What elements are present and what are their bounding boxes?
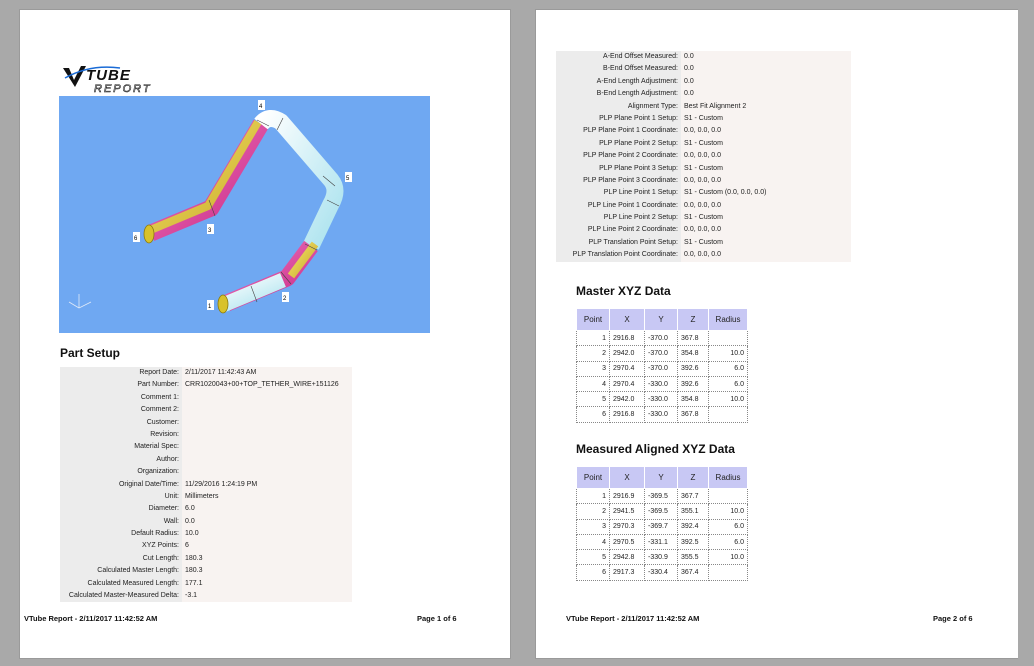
kv-value: 0.0 (681, 76, 851, 88)
cell-z: 367.7 (678, 489, 709, 504)
kv-row (556, 175, 851, 187)
kv-value (182, 404, 352, 416)
table-row (577, 504, 748, 519)
kv-value (182, 441, 352, 453)
kv-row (60, 479, 352, 491)
kv-key: PLP Plane Point 2 Coordinate: (556, 150, 681, 162)
kv-value (182, 466, 352, 478)
cell-point: 2 (577, 504, 610, 519)
cell-y: -330.4 (645, 565, 678, 580)
table-row (577, 376, 748, 391)
kv-value: S1 - Custom (681, 237, 851, 249)
kv-value: 0.0, 0.0, 0.0 (681, 175, 851, 187)
cell-point: 2 (577, 346, 610, 361)
cell-z: 355.1 (678, 504, 709, 519)
measured-xyz-title: Measured Aligned XYZ Data (576, 442, 735, 456)
kv-value (182, 454, 352, 466)
cell-radius (709, 331, 748, 346)
point-label-5: 5 (346, 176, 350, 182)
cell-y: -369.5 (645, 504, 678, 519)
kv-row (556, 76, 851, 88)
kv-key: B-End Length Adjustment: (556, 88, 681, 100)
page1-footer-right: Page 1 of 6 (417, 614, 457, 623)
cell-point: 6 (577, 407, 610, 422)
kv-key: PLP Plane Point 1 Coordinate: (556, 125, 681, 137)
kv-key: PLP Translation Point Setup: (556, 237, 681, 249)
cell-y: -369.5 (645, 489, 678, 504)
kv-row (60, 578, 352, 590)
kv-row (556, 113, 851, 125)
alignment-settings-table (556, 51, 851, 262)
kv-key: PLP Line Point 2 Coordinate: (556, 224, 681, 236)
kv-row (60, 404, 352, 416)
kv-value: 0.0, 0.0, 0.0 (681, 150, 851, 162)
kv-value: 0.0, 0.0, 0.0 (681, 125, 851, 137)
cell-y: -369.7 (645, 519, 678, 534)
cell-point: 5 (577, 392, 610, 407)
cell-point: 3 (577, 361, 610, 376)
kv-row (60, 565, 352, 577)
cell-y: -330.0 (645, 392, 678, 407)
cell-z: 367.8 (678, 407, 709, 422)
cell-radius: 6.0 (709, 376, 748, 391)
kv-key: Calculated Master-Measured Delta: (60, 590, 182, 602)
kv-row (556, 150, 851, 162)
col-point: Point (577, 467, 610, 489)
kv-value (182, 392, 352, 404)
cell-x: 2942.8 (610, 550, 645, 565)
cell-radius: 10.0 (709, 346, 748, 361)
col-z: Z (678, 467, 709, 489)
table-row (577, 407, 748, 422)
table-row (577, 331, 748, 346)
kv-row (60, 441, 352, 453)
cell-z: 392.4 (678, 519, 709, 534)
cell-y: -370.0 (645, 346, 678, 361)
cell-z: 354.8 (678, 392, 709, 407)
kv-key: Part Number: (60, 379, 182, 391)
cell-x: 2941.5 (610, 504, 645, 519)
tube-3d-viewport[interactable] (59, 96, 430, 333)
point-label-2: 2 (283, 296, 287, 302)
kv-key: Wall: (60, 516, 182, 528)
cell-x: 2970.4 (610, 376, 645, 391)
cell-radius: 6.0 (709, 534, 748, 549)
kv-key: PLP Line Point 1 Setup: (556, 187, 681, 199)
col-y: Y (645, 309, 678, 331)
point-label-1: 1 (208, 304, 212, 310)
kv-row (556, 187, 851, 199)
kv-key: B-End Offset Measured: (556, 63, 681, 75)
table-row (577, 519, 748, 534)
cell-y: -330.0 (645, 407, 678, 422)
kv-row (60, 392, 352, 404)
kv-key: PLP Translation Point Coordinate: (556, 249, 681, 261)
table-row (577, 565, 748, 580)
table-row (577, 361, 748, 376)
col-y: Y (645, 467, 678, 489)
col-x: X (610, 309, 645, 331)
col-point: Point (577, 309, 610, 331)
kv-key: Material Spec: (60, 441, 182, 453)
axis-triad-icon (69, 294, 91, 308)
part-setup-title: Part Setup (60, 346, 121, 360)
cell-y: -330.9 (645, 550, 678, 565)
kv-row (60, 466, 352, 478)
cell-radius (709, 489, 748, 504)
master-xyz-title: Master XYZ Data (576, 284, 671, 298)
kv-row (60, 491, 352, 503)
kv-value: S1 - Custom (681, 113, 851, 125)
kv-value: Best Fit Alignment 2 (681, 101, 851, 113)
kv-key: Revision: (60, 429, 182, 441)
kv-row (556, 249, 851, 261)
kv-value: -3.1 (182, 590, 352, 602)
kv-key: Author: (60, 454, 182, 466)
cell-x: 2970.3 (610, 519, 645, 534)
kv-value: CRR1020043+00+TOP_TETHER_WIRE+151126 (182, 379, 352, 391)
kv-key: PLP Plane Point 3 Setup: (556, 163, 681, 175)
part-setup-table (60, 367, 352, 602)
kv-row (60, 417, 352, 429)
kv-row (60, 503, 352, 515)
kv-key: Comment 2: (60, 404, 182, 416)
kv-key: PLP Plane Point 1 Setup: (556, 113, 681, 125)
kv-row (556, 51, 851, 63)
kv-value: 0.0, 0.0, 0.0 (681, 200, 851, 212)
kv-row (60, 429, 352, 441)
measured-xyz-table (576, 466, 748, 581)
kv-row (556, 224, 851, 236)
col-radius: Radius (709, 309, 748, 331)
kv-row (60, 590, 352, 602)
kv-key: Organization: (60, 466, 182, 478)
cell-x: 2916.8 (610, 407, 645, 422)
kv-key: A-End Length Adjustment: (556, 76, 681, 88)
kv-value (182, 429, 352, 441)
cell-radius: 6.0 (709, 519, 748, 534)
point-label-3: 3 (208, 228, 212, 234)
kv-value: S1 - Custom (681, 138, 851, 150)
cell-point: 4 (577, 534, 610, 549)
kv-key: PLP Plane Point 3 Coordinate: (556, 175, 681, 187)
kv-row (60, 367, 352, 379)
table-row (577, 392, 748, 407)
cell-z: 354.8 (678, 346, 709, 361)
kv-value: 6 (182, 540, 352, 552)
cell-x: 2942.0 (610, 346, 645, 361)
kv-row (556, 125, 851, 137)
kv-value: 0.0, 0.0, 0.0 (681, 224, 851, 236)
kv-row (60, 528, 352, 540)
kv-value: 6.0 (182, 503, 352, 515)
kv-key: PLP Line Point 2 Setup: (556, 212, 681, 224)
cell-z: 392.6 (678, 376, 709, 391)
col-z: Z (678, 309, 709, 331)
point-label-6: 6 (134, 236, 138, 242)
tube-model (59, 96, 430, 333)
kv-value: 180.3 (182, 565, 352, 577)
cell-x: 2970.4 (610, 361, 645, 376)
kv-value: 0.0 (681, 51, 851, 63)
kv-value: S1 - Custom (681, 212, 851, 224)
table-row (577, 550, 748, 565)
cell-y: -331.1 (645, 534, 678, 549)
kv-value: 0.0, 0.0, 0.0 (681, 249, 851, 261)
kv-key: Diameter: (60, 503, 182, 515)
kv-value: 177.1 (182, 578, 352, 590)
kv-row (556, 212, 851, 224)
table-row (577, 346, 748, 361)
viewer-right-margin (1018, 0, 1034, 666)
kv-value: 180.3 (182, 553, 352, 565)
table-row (577, 534, 748, 549)
report-page-1 (20, 10, 510, 658)
kv-row (556, 163, 851, 175)
kv-key: Cut Length: (60, 553, 182, 565)
cell-x: 2942.0 (610, 392, 645, 407)
kv-row (60, 516, 352, 528)
kv-value: 0.0 (681, 88, 851, 100)
kv-row (60, 379, 352, 391)
cell-point: 1 (577, 489, 610, 504)
kv-row (556, 88, 851, 100)
kv-value: S1 - Custom (681, 163, 851, 175)
cell-z: 392.5 (678, 534, 709, 549)
cell-z: 367.4 (678, 565, 709, 580)
kv-key: Unit: (60, 491, 182, 503)
col-radius: Radius (709, 467, 748, 489)
cell-radius: 10.0 (709, 392, 748, 407)
kv-key: Default Radius: (60, 528, 182, 540)
kv-key: PLP Plane Point 2 Setup: (556, 138, 681, 150)
point-label-4: 4 (259, 104, 263, 110)
cell-z: 367.8 (678, 331, 709, 346)
cell-point: 3 (577, 519, 610, 534)
cell-x: 2916.8 (610, 331, 645, 346)
kv-value: 0.0 (182, 516, 352, 528)
cell-point: 5 (577, 550, 610, 565)
cell-x: 2916.9 (610, 489, 645, 504)
kv-key: Alignment Type: (556, 101, 681, 113)
kv-key: Original Date/Time: (60, 479, 182, 491)
cell-y: -370.0 (645, 361, 678, 376)
kv-value: S1 - Custom (0.0, 0.0, 0.0) (681, 187, 851, 199)
kv-key: XYZ Points: (60, 540, 182, 552)
kv-value (182, 417, 352, 429)
kv-row (556, 138, 851, 150)
kv-key: Report Date: (60, 367, 182, 379)
kv-value: 10.0 (182, 528, 352, 540)
kv-row (556, 101, 851, 113)
cell-y: -370.0 (645, 331, 678, 346)
kv-value: 11/29/2016 1:24:19 PM (182, 479, 352, 491)
report-page-2 (536, 10, 1018, 658)
page2-footer-right: Page 2 of 6 (933, 614, 973, 623)
svg-text:TUBE: TUBE (86, 67, 131, 84)
kv-row (556, 200, 851, 212)
cell-radius: 10.0 (709, 550, 748, 565)
kv-row (60, 454, 352, 466)
kv-key: Customer: (60, 417, 182, 429)
cell-z: 392.6 (678, 361, 709, 376)
cell-radius: 10.0 (709, 504, 748, 519)
kv-key: PLP Line Point 1 Coordinate: (556, 200, 681, 212)
kv-key: A-End Offset Measured: (556, 51, 681, 63)
col-x: X (610, 467, 645, 489)
kv-value: Millimeters (182, 491, 352, 503)
cell-z: 355.5 (678, 550, 709, 565)
kv-row (556, 63, 851, 75)
kv-row (556, 237, 851, 249)
cell-x: 2917.3 (610, 565, 645, 580)
kv-value: 0.0 (681, 63, 851, 75)
cell-point: 6 (577, 565, 610, 580)
table-row (577, 489, 748, 504)
cell-point: 1 (577, 331, 610, 346)
kv-key: Calculated Measured Length: (60, 578, 182, 590)
master-xyz-table (576, 308, 748, 423)
svg-text:REPORT: REPORT (94, 83, 152, 95)
cell-x: 2970.5 (610, 534, 645, 549)
kv-row (60, 553, 352, 565)
kv-key: Comment 1: (60, 392, 182, 404)
cell-radius (709, 565, 748, 580)
cell-y: -330.0 (645, 376, 678, 391)
cell-radius (709, 407, 748, 422)
kv-key: Calculated Master Length: (60, 565, 182, 577)
page1-footer-left: VTube Report - 2/11/2017 11:42:52 AM (24, 614, 158, 623)
kv-value: 2/11/2017 11:42:43 AM (182, 367, 352, 379)
kv-row (60, 540, 352, 552)
page2-footer-left: VTube Report - 2/11/2017 11:42:52 AM (566, 614, 700, 623)
cell-point: 4 (577, 376, 610, 391)
cell-radius: 6.0 (709, 361, 748, 376)
